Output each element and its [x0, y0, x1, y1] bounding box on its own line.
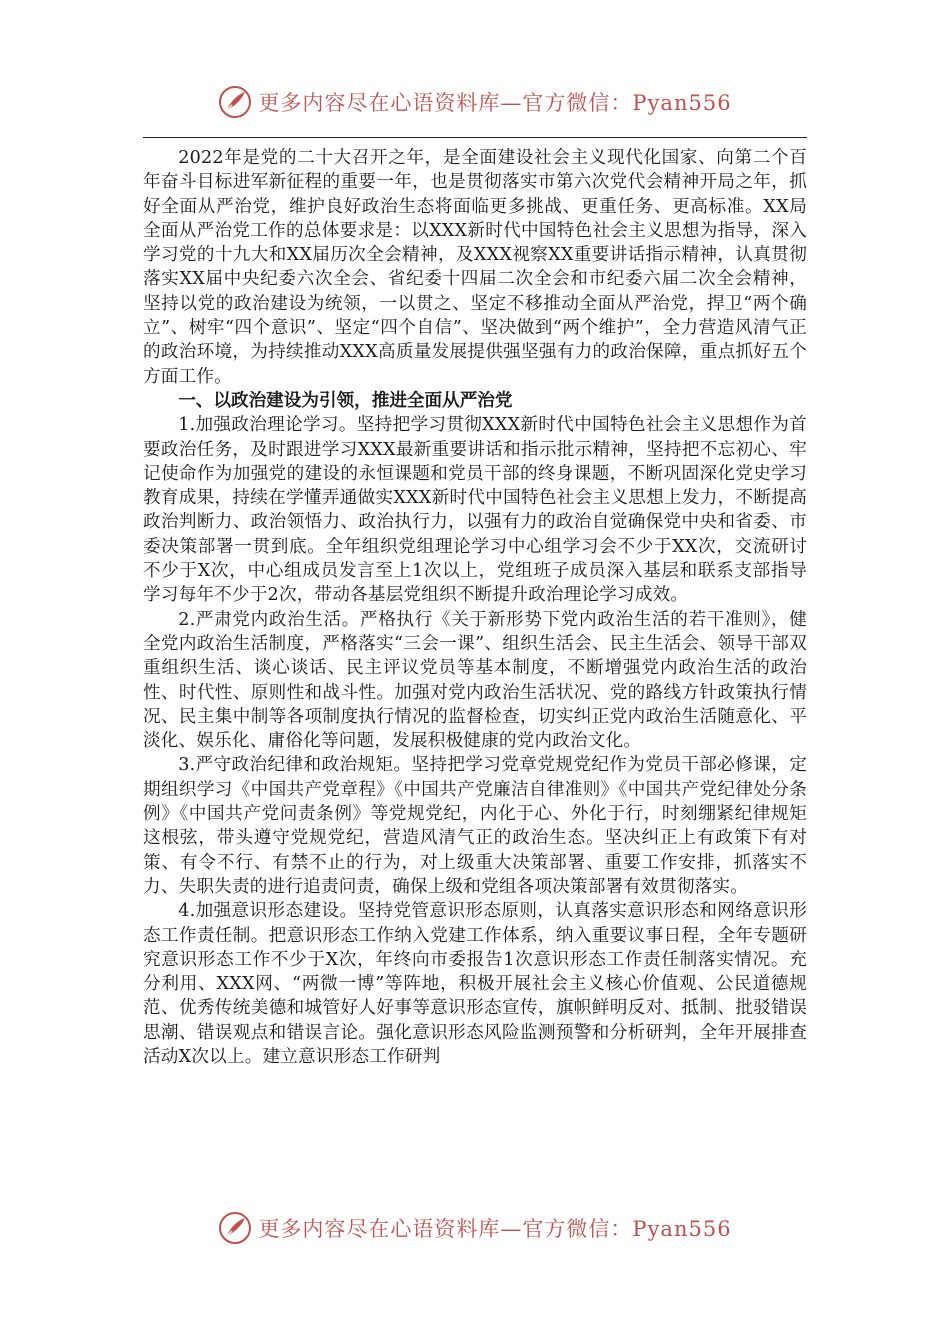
- watermark-text: 更多内容尽在心语资料库—官方微信：Pyan556: [258, 1217, 732, 1241]
- watermark-header: [0, 80, 950, 124]
- watermark-text: 更多内容尽在心语资料库—官方微信：Pyan556: [258, 91, 732, 115]
- item-paragraph-2: 2.严肃党内政治生活。严格执行《关于新形势下党内政治生活的若干准则》，健全党内政治生活制度，严格落实“三会一课”、组织生活会、民主生活会、领导干部双重组织生活、谈心谈话、民主评议党员等基本制度，不断增强党内政治生活的政治性、时代性、原则性和战斗性。加强对党内政治生活状况、党的路线方针政策执行情况、民主集中制等各项制度执行情况的监督检查，切实纠正党内政治生活随意化、平淡化、娱乐化、庸俗化等问题，发展积极健康的党内政治文化。: [143, 609, 807, 752]
- intro-paragraph: 2022年是党的二十大召开之年，是全面建设社会主义现代化国家、向第二个百年奋斗目标进军新征程的重要一年，也是贯彻落实市第六次党代会精神开局之年，抓好全面从严治党，维护良好政治生态将面临更多挑战、更重任务、更高标准。XX局全面从严治党工作的总体要求是：以XXX新时代中国特色社会主义思想为指导，深入学习党的十九大和XX届历次全会精神，及XXX视察XX重要讲话指示精神，认真贯彻落实XX届中央纪委六次全会、省纪委十四届二次全会和市纪委六届二次全会精神，坚持以党的政治建设为统领，一以贯之、坚定不移推动全面从严治党，捍卫“两个确立”、树牢“四个意识”、坚定“四个自信”、坚决做到“两个维护”，全力营造风清气正的政治环境，为持续推动XXX高质量发展提供强坚强有力的政治保障，重点抓好五个方面工作。: [143, 148, 807, 387]
- item-paragraph-4: 4.加强意识形态建设。坚持党管意识形态原则，认真落实意识形态和网络意识形态工作责任制。把意识形态工作纳入党建工作体系，纳入重要议事日程，全年专题研究意识形态工作不少于X次，年终向市委报告1次意识形态工作责任制落实情况。充分利用、XXX网、“两微一博”等阵地，积极开展社会主义核心价值观、公民道德规范、优秀传统美德和城管好人好事等意识形态宣传，旗帜鲜明反对、抵制、批驳错误思潮、错误观点和错误言论。强化意识形态风险监测预警和分析研判，全年开展排查活动X次以上。建立意识形态工作研判: [143, 901, 807, 1067]
- section-heading: 一、以政治建设为引领，推进全面从严治党: [178, 390, 513, 411]
- document-body: [143, 146, 807, 1069]
- watermark-footer: [0, 1206, 950, 1250]
- quill-logo-icon: [218, 1211, 252, 1245]
- quill-logo-icon: [218, 85, 252, 119]
- item-paragraph-3: 3.严守政治纪律和政治规矩。坚持把学习党章党规党纪作为党员干部必修课，定期组织学习《中国共产党章程》《中国共产党廉洁自律准则》《中国共产党纪律处分条例》《中国共产党问责条例》等党规党纪，内化于心、外化于行，时刻绷紧纪律规矩这根弦，带头遵守党规党纪，营造风清气正的政治生态。坚决纠正上有政策下有对策、有令不行、有禁不止的行为，对上级重大决策部署、重要工作安排，抓落实不力、失职失责的进行追责问责，确保上级和党组各项决策部署有效贯彻落实。: [143, 755, 807, 897]
- header-divider: [143, 137, 807, 138]
- item-paragraph-1: 1.加强政治理论学习。坚持把学习贯彻XXX新时代中国特色社会主义思想作为首要政治任务，及时跟进学习XXX最新重要讲话和指示批示精神，坚持把不忘初心、牢记使命作为加强党的建设的永恒课题和党员干部的终身课题，不断巩固深化党史学习教育成果，持续在学懂弄通做实XXX新时代中国特色社会主义思想上发力，不断提高政治判断力、政治领悟力、政治执行力，以强有力的政治自觉确保党中央和省委、市委决策部署一贯到底。全年组织党组理论学习中心组学习会不少于XX次，交流研讨不少于X次，中心组成员发言至上1次以上，党组班子成员深入基层和联系支部指导学习每年不少于2次，带动各基层党组织不断提升政治理论学习成效。: [143, 415, 807, 606]
